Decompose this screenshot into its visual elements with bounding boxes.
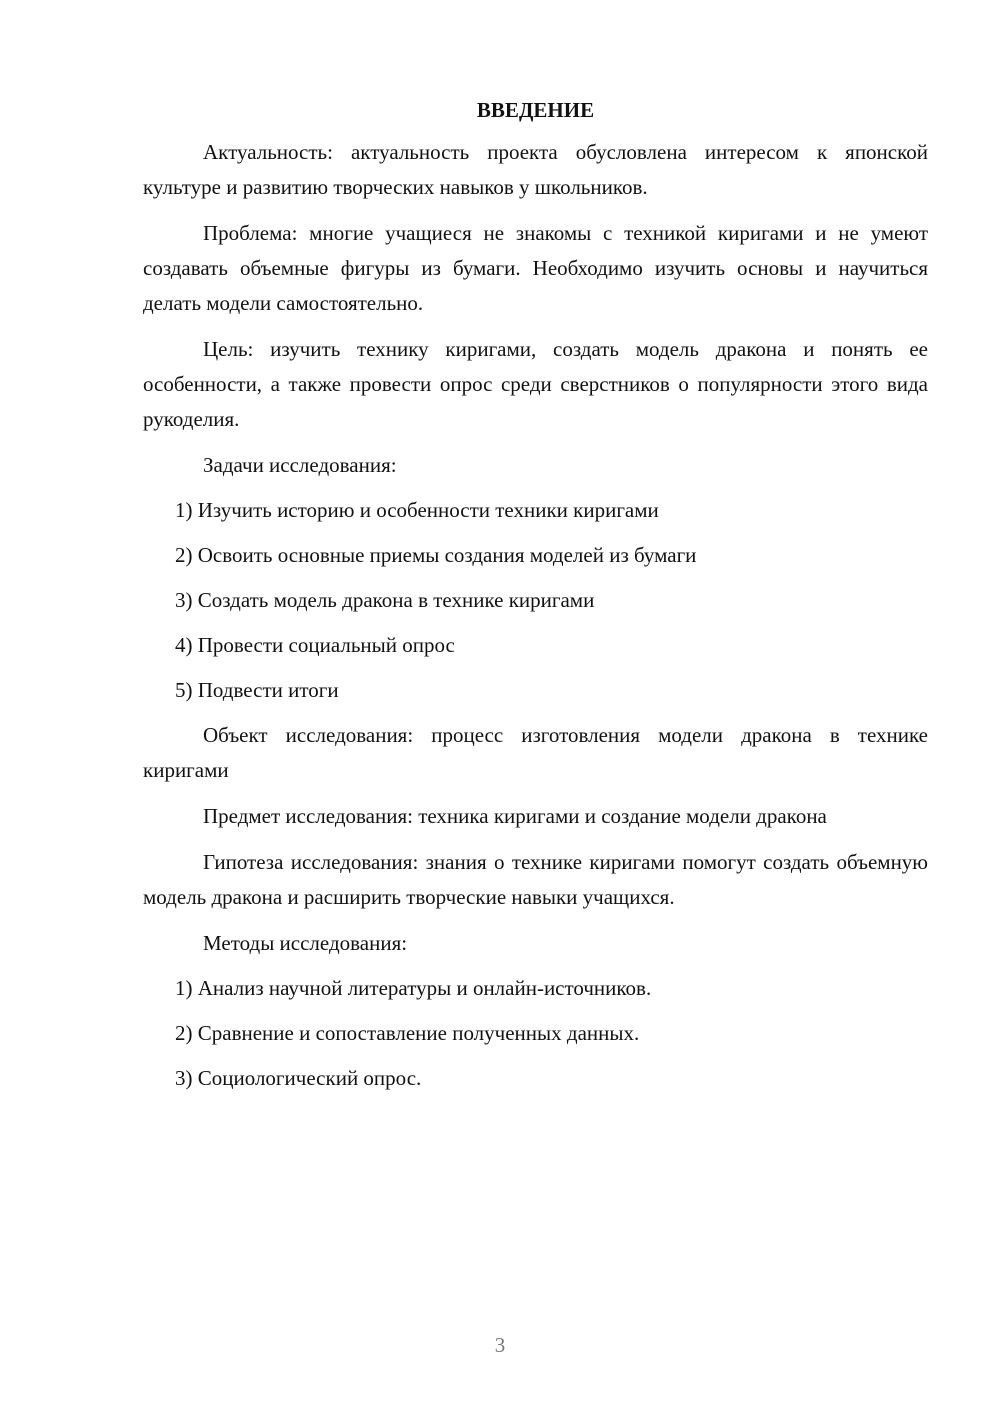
- object-paragraph: Объект исследования: процесс изготовления модели дракона в технике киригами: [143, 723, 928, 782]
- hypothesis-paragraph: Гипотеза исследования: знания о технике киригами помогут создать объемную модель дракона и расширить творческие навыки учащихся.: [143, 850, 928, 909]
- goal-paragraph: Цель: изучить технику киригами, создать модель дракона и понять ее особенности, а также провести опрос среди сверстников о популярности этого вида рукоделия.: [143, 337, 928, 431]
- subject-paragraph: Предмет исследования: техника киригами и создание модели дракона: [203, 804, 827, 828]
- task-item: 2) Освоить основные приемы создания моделей из бумаги: [175, 543, 697, 567]
- method-item: 2) Сравнение и сопоставление полученных данных.: [175, 1021, 640, 1045]
- task-item: 1) Изучить историю и особенности техники киригами: [175, 498, 659, 522]
- section-title: ВВЕДЕНИЕ: [476, 98, 595, 122]
- page-number: 3: [494, 1333, 506, 1357]
- task-item: 5) Подвести итоги: [175, 678, 339, 702]
- relevance-paragraph: Актуальность: актуальность проекта обусловлена интересом к японской культуре и развитию творческих навыков у школьников.: [143, 140, 928, 199]
- problem-paragraph: Проблема: многие учащиеся не знакомы с техникой киригами и не умеют создавать объемные фигуры из бумаги. Необходимо изучить основы и научиться делать модели самостоятельно.: [143, 221, 928, 315]
- method-item: 3) Социологический опрос.: [175, 1066, 422, 1090]
- tasks-heading: Задачи исследования:: [203, 453, 397, 477]
- page-content: [143, 95, 928, 1106]
- methods-heading: Методы исследования:: [203, 931, 408, 955]
- task-item: 3) Создать модель дракона в технике киригами: [175, 588, 595, 612]
- method-item: 1) Анализ научной литературы и онлайн-источников.: [175, 976, 652, 1000]
- task-item: 4) Провести социальный опрос: [175, 633, 455, 657]
